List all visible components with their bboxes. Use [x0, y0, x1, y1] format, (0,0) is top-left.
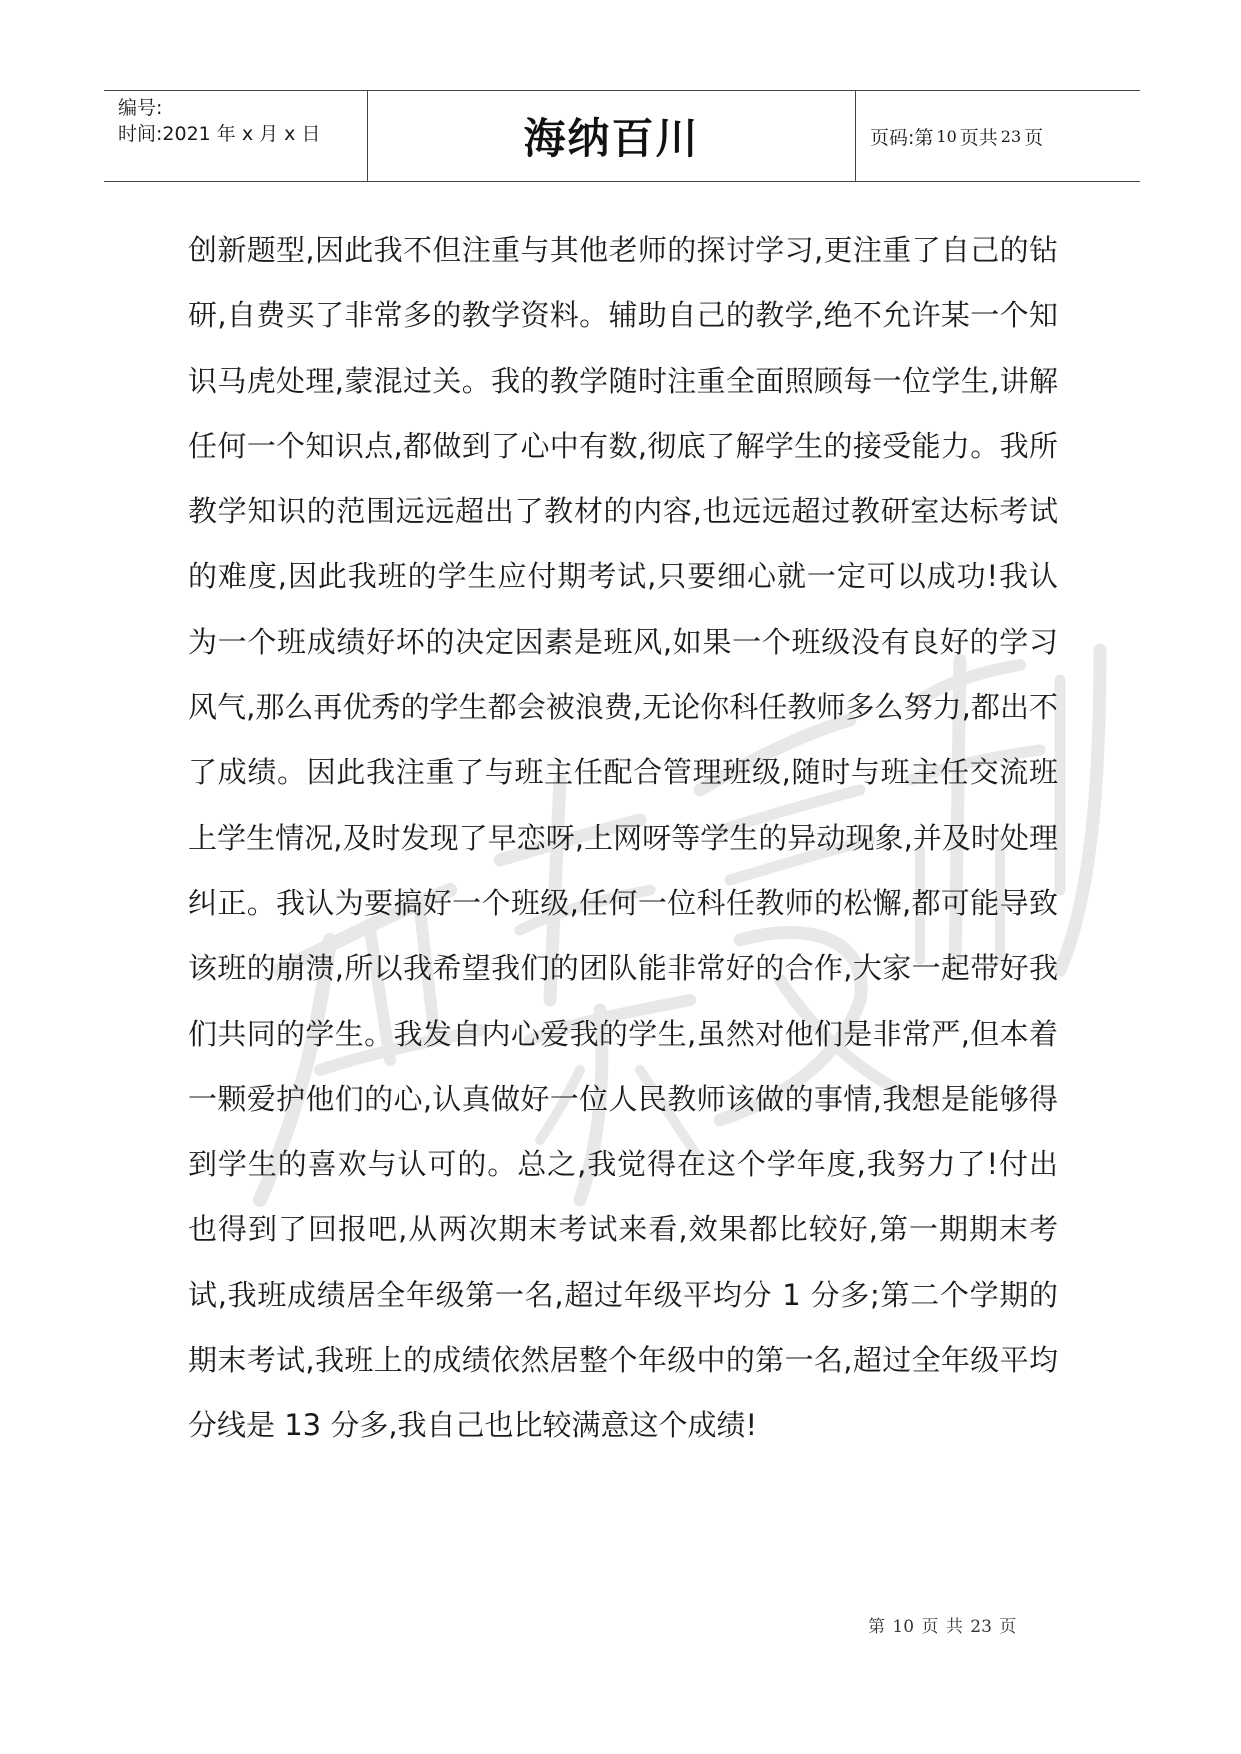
header-page-cell	[856, 91, 1140, 181]
document-body	[188, 218, 1058, 1459]
page-suffix: 页	[1024, 126, 1044, 149]
serial-number-label: 编号:	[118, 97, 163, 119]
header-meta-cell	[104, 91, 368, 181]
page-current: 10	[936, 126, 957, 146]
page-prefix: 页码:第	[870, 126, 934, 149]
page-footer: 第 10 页 共 23 页	[868, 1617, 1017, 1637]
document-header	[104, 90, 1140, 182]
brand-title: 海纳百川	[523, 114, 700, 163]
body-paragraph: 创新题型,因此我不但注重与其他老师的探讨学习,更注重了自己的钻研,自费买了非常多的教学资料。辅助自己的教学,绝不允许某一个知识马虎处理,蒙混过关。我的教学随时注重全面照顾每一位学生,讲解任何一个知识点,都做到了心中有数,彻底了解学生的接受能力。我所教学知识的范围远远超出了教材的内容,也远远超过教研室达标考试的难度,因此我班的学生应付期考试,只要细心就一定可以成功!我认为一个班成绩好坏的决定因素是班风,如果一个班级没有良好的学习风气,那么再优秀的学生都会被浪费,无论你科任教师多么努力,都出不了成绩。因此我注重了与班主任配合管理班级,随时与班主任交流班上学生情况,及时发现了早恋呀,上网呀等学生的异动现象,并及时处理纠正。我认为要搞好一个班级,任何一位科任教师的松懈,都可能导致该班的崩溃,所以我希望我们的团队能非常好的合作,大家一起带好我们共同的学生。我发自内心爱我的学生,虽然对他们是非常严,但本着一颗爱护他们的心,认真做好一位人民教师该做的事情,我想是能够得到学生的喜欢与认可的。总之,我觉得在这个学年度,我努力了!付出也得到了回报吧,从两次期末考试来看,效果都比较好,第一期期末考试,我班成绩居全年级第一名,超过年级平均分 1 分多;第二个学期的期末考试,我班上的成绩依然居整个年级中的第一名,超过全年级平均分线是 13 分多,我自己也比较满意这个成绩!	[188, 233, 1058, 1443]
header-brand-cell	[368, 91, 856, 181]
date-label: 时间:2021 年 x 月 x 日	[118, 123, 321, 145]
page-middle: 页共	[959, 126, 998, 149]
page-total: 23	[1000, 126, 1022, 146]
